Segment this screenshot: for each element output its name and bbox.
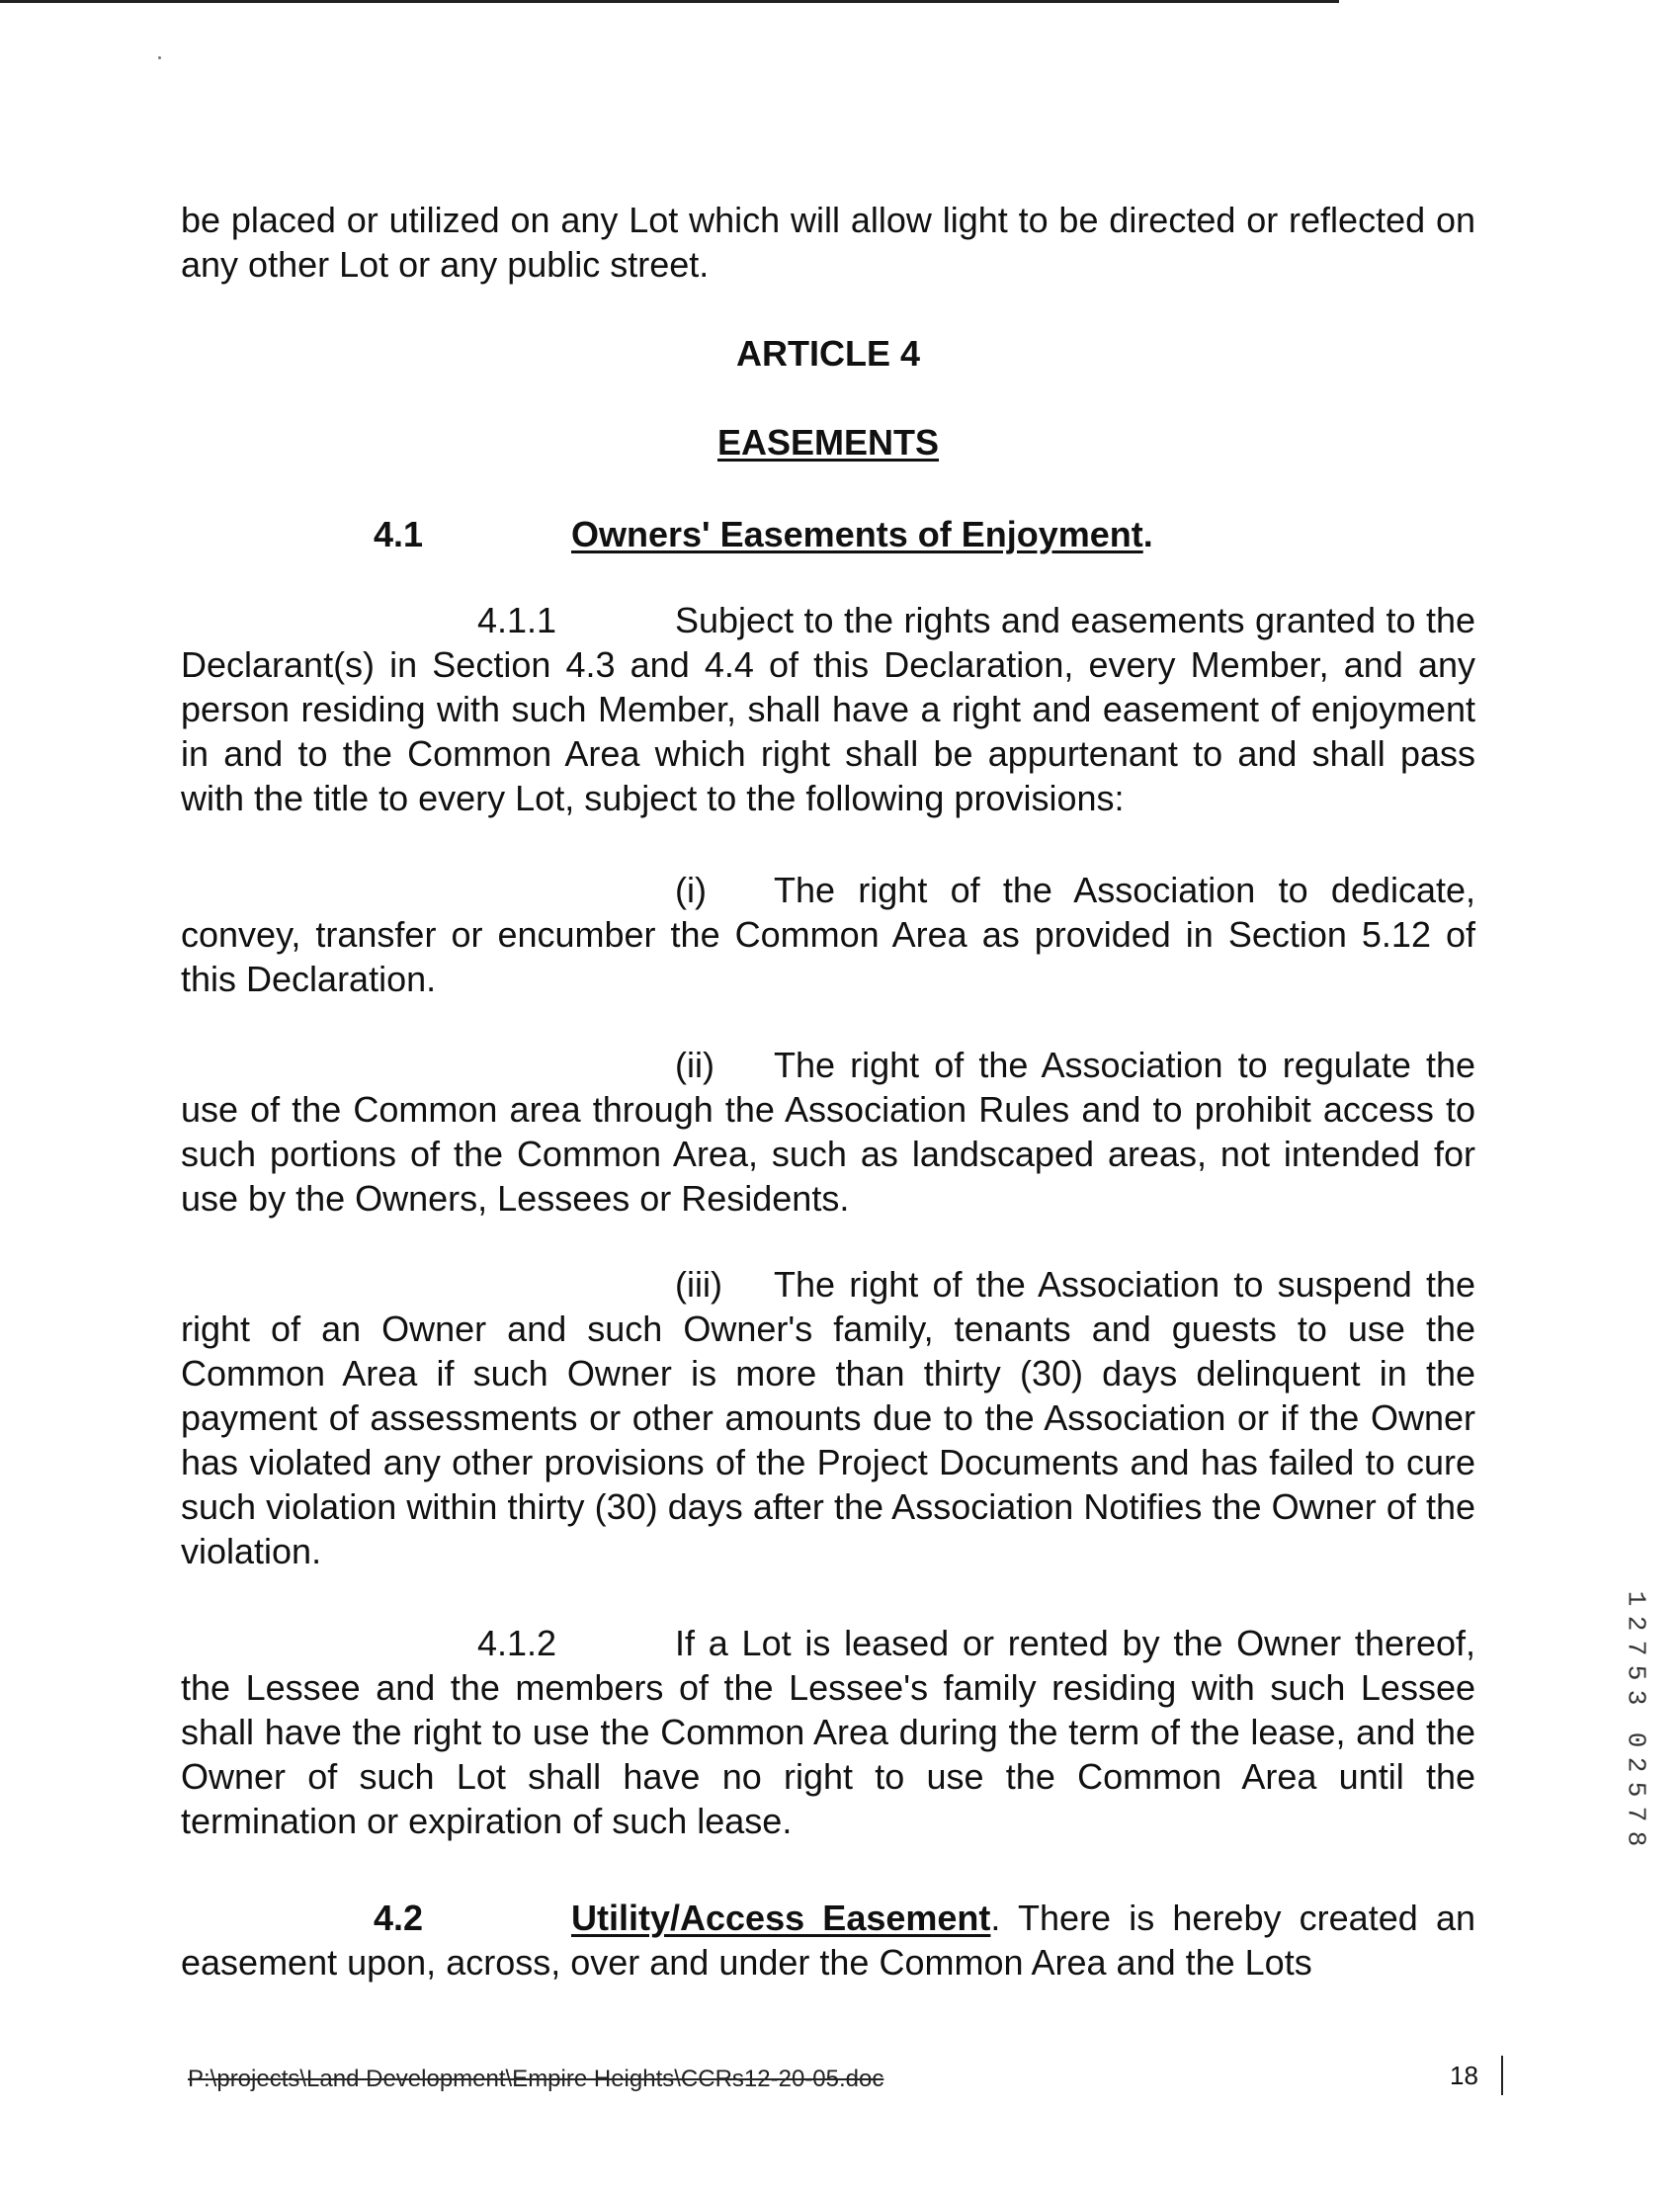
- paragraph-number: 4.1.1: [477, 600, 557, 640]
- intro-paragraph: be placed or utilized on any Lot which will allow light to be directed or reflected on any other Lot or any public street.: [181, 200, 1475, 285]
- top-rule: [0, 0, 1339, 3]
- item-marker: (i): [675, 870, 707, 910]
- item-marker: (iii): [675, 1264, 722, 1305]
- recording-digit: 5: [1621, 1664, 1651, 1681]
- section-4-1-heading: [374, 512, 1153, 556]
- article-number: ARTICLE 4: [735, 333, 920, 374]
- footer-file-path: P:\projects\Land Development\Empire Heights\CCRs12-20-05.doc: [188, 2066, 884, 2092]
- section-title-punct: .: [990, 1898, 1001, 1938]
- recording-digit: 7: [1621, 1806, 1651, 1822]
- paragraph-text: Subject to the rights and easements granted to the Declarant(s) in Section 4.3 and 4.4 of this Declaration, every Member, and any person residing with such Member, shall have a right and easement of enjoyment in and to the Common Area which right shall be appurtenant to and shall pass with the title to every Lot, subject to the following provisions:: [181, 600, 1475, 818]
- item-text: The right of the Association to suspend the right of an Owner and such Owner's family, tenants and guests to use the Common Area if such Owner is more than thirty (30) days delinquent in the payment of assessments or other amounts due to the Association or if the Owner has violated any other provisions of the Project Documents and has failed to cure such violation within thirty (30) days after the Association Notifies the Owner of the violation.: [181, 1264, 1475, 1571]
- section-title-punct: .: [1142, 514, 1153, 554]
- item-marker: (ii): [675, 1045, 714, 1085]
- item-text: The right of the Association to dedicate, convey, transfer or encumber the Common Area as provided in Section 5.12 of this Declaration.: [181, 870, 1475, 999]
- provision-item-iii: [181, 1262, 1475, 1573]
- recording-digit: 1: [1621, 1590, 1651, 1607]
- recording-number: [1616, 1586, 1655, 1851]
- recording-digit: 2: [1621, 1615, 1651, 1632]
- section-title: Utility/Access Easement: [571, 1898, 991, 1938]
- recording-digit: 8: [1621, 1830, 1651, 1847]
- recording-digit: 5: [1621, 1781, 1651, 1798]
- article-title: EASEMENTS: [716, 422, 940, 463]
- section-number: 4.2: [374, 1898, 424, 1938]
- page-number-bar: [1501, 2056, 1503, 2095]
- paragraph-text: If a Lot is leased or rented by the Owner thereof, the Lessee and the members of the Lessee's family residing with such Lessee shall have the right to use the Common Area during the term of the lease, and the Owner of such Lot shall have no right to use the Common Area until the termination or expiration of such lease.: [181, 1623, 1475, 1841]
- provision-item-ii: [181, 1043, 1475, 1221]
- recording-digit: 7: [1621, 1640, 1651, 1656]
- section-4-2: [181, 1896, 1475, 1985]
- section-title: Owners' Easements of Enjoyment: [571, 514, 1143, 554]
- recording-number-part-2: [1616, 1728, 1655, 1851]
- recording-digit: 3: [1621, 1689, 1651, 1706]
- paragraph-number: 4.1.2: [477, 1623, 557, 1663]
- recording-number-part-1: [1616, 1586, 1655, 1710]
- paragraph-4-1-1: [181, 598, 1475, 820]
- recording-digit: 2: [1621, 1756, 1651, 1773]
- page-number: 18: [1450, 2061, 1478, 2090]
- section-number: 4.1: [374, 514, 424, 554]
- paragraph-4-1-2: [181, 1621, 1475, 1843]
- scan-speck: [158, 56, 161, 59]
- item-text: The right of the Association to regulate the use of the Common area through the Association Rules and to prohibit access to such portions of the Common Area, such as landscaped areas, not intended for use by the Owners, Lessees or Residents.: [181, 1045, 1475, 1219]
- section-text: There is hereby created an easement upon, across, over and under the Common Area and the Lots: [181, 1898, 1475, 1983]
- provision-item-i: [181, 868, 1475, 1001]
- recording-digit: 0: [1621, 1731, 1651, 1748]
